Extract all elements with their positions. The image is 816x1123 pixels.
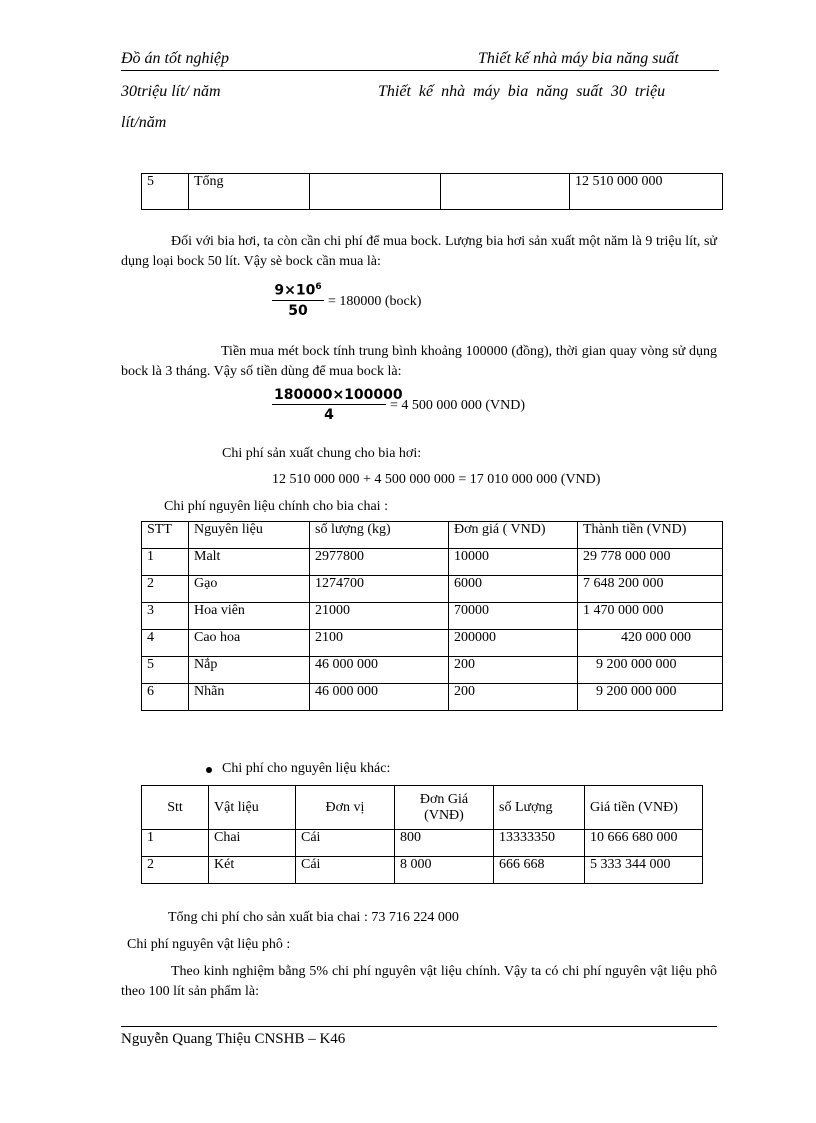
col-amount: Thành tiền (VND) (578, 522, 723, 549)
cell: 7 648 200 000 (578, 576, 723, 603)
cell: 200 (449, 684, 578, 711)
cell: 46 000 000 (310, 657, 449, 684)
formula1-num: 9×10 (274, 282, 316, 299)
table-header-row (142, 786, 703, 830)
total-c4 (441, 174, 570, 210)
formula2-den: 4 (324, 407, 334, 423)
bock-cost-fraction (272, 387, 403, 423)
col-amount: Giá tiền (VNĐ) (585, 786, 703, 830)
table-header-row (142, 522, 723, 549)
total-stt: 5 (142, 174, 189, 210)
table-row (142, 830, 703, 857)
table-row (142, 630, 723, 657)
cell: 6 (142, 684, 189, 711)
cell: Két (209, 857, 296, 884)
cell: 2100 (310, 630, 449, 657)
table-row (142, 549, 723, 576)
table-row (142, 576, 723, 603)
header-rule (121, 70, 719, 71)
formula1-exp: 6 (315, 282, 322, 292)
footer-text: Nguyễn Quang Thiệu CNSHB – K46 (121, 1031, 346, 1047)
cell: Gạo (189, 576, 310, 603)
cell: 8 000 (395, 857, 494, 884)
cell: 2 (142, 576, 189, 603)
table-row (142, 603, 723, 630)
footer-rule (121, 1026, 717, 1027)
cell: 6000 (449, 576, 578, 603)
header-line2-left: 30triệu lít/ năm (121, 83, 221, 100)
header-left: Đồ án tốt nghiệp (121, 50, 229, 67)
cell: 10000 (449, 549, 578, 576)
cell: 420 000 000 (578, 630, 723, 657)
cell: 666 668 (494, 857, 585, 884)
main-material-table (141, 521, 723, 711)
formula2-result: = 4 500 000 000 (VND) (390, 398, 526, 413)
bock-cost-paragraph: Tiền mua mét bock tính trung bình khoảng 100000 (đồng), thời gian quay vòng sử dụng bock là 3 tháng. Vậy số tiền dùng để mua bock là: (121, 344, 717, 379)
cell: 3 (142, 603, 189, 630)
other-material-table (141, 785, 703, 884)
cell: 2 (142, 857, 209, 884)
col-quantity: số Lượng (494, 786, 585, 830)
formula2-num: 180000×100000 (274, 387, 403, 403)
general-cost-sum: 12 510 000 000 + 4 500 000 000 = 17 010 000 000 (VND) (272, 472, 601, 487)
cell: 5 333 344 000 (585, 857, 703, 884)
bottle-total: Tổng chi phí cho sản xuất bia chai : 73 716 224 000 (168, 910, 459, 925)
cell: 9 200 000 000 (578, 684, 723, 711)
formula1-result: = 180000 (bock) (328, 294, 422, 309)
main-material-title: Chi phí nguyên liệu chính cho bia chai : (164, 499, 388, 514)
col-quantity: số lượng (kg) (310, 522, 449, 549)
aux-material-paragraph: Theo kinh nghiệm bằng 5% chi phí nguyên vật liệu chính. Vậy ta có chi phí nguyên vật liệu phô theo 100 lít sản phẩm là: (121, 964, 717, 999)
total-table (141, 173, 723, 210)
col-unit: Đơn vị (296, 786, 395, 830)
col-unit-price: Đơn Giá (VNĐ) (395, 786, 494, 830)
col-material: Vật liệu (209, 786, 296, 830)
header-line3: lít/năm (121, 114, 167, 131)
cell: 29 778 000 000 (578, 549, 723, 576)
formula1-den: 50 (288, 302, 308, 319)
total-c3 (310, 174, 441, 210)
cell: 9 200 000 000 (578, 657, 723, 684)
cell: 5 (142, 657, 189, 684)
cell: 70000 (449, 603, 578, 630)
cell: 2977800 (310, 549, 449, 576)
cell: 4 (142, 630, 189, 657)
general-cost-label: Chi phí sản xuất chung cho bia hơi: (222, 446, 422, 461)
table-row (142, 657, 723, 684)
cell: 200000 (449, 630, 578, 657)
cell: Nhãn (189, 684, 310, 711)
cell: Chai (209, 830, 296, 857)
cell: Nắp (189, 657, 310, 684)
header-right: Thiết kế nhà máy bia năng suất (478, 50, 679, 67)
cell: Cái (296, 830, 395, 857)
cell: 1 470 000 000 (578, 603, 723, 630)
other-material-title: Chi phí cho nguyên liệu khác: (222, 761, 391, 776)
cell: 1 (142, 830, 209, 857)
cell: 10 666 680 000 (585, 830, 703, 857)
aux-material-title: Chi phí nguyên vật liệu phô : (127, 937, 291, 952)
col-stt: STT (142, 522, 189, 549)
header-line2-right: Thiết kế nhà máy bia năng suất 30 triệu (378, 83, 666, 100)
table-row (142, 684, 723, 711)
table-row (142, 174, 723, 210)
bullet-icon (206, 767, 212, 773)
cell: 200 (449, 657, 578, 684)
col-stt: Stt (142, 786, 209, 830)
total-value: 12 510 000 000 (570, 174, 723, 210)
cell: 21000 (310, 603, 449, 630)
cell: 1274700 (310, 576, 449, 603)
cell: 13333350 (494, 830, 585, 857)
cell: 46 000 000 (310, 684, 449, 711)
col-unit-price: Đơn giá ( VND) (449, 522, 578, 549)
bock-paragraph: Đối với bia hơi, ta còn cần chi phí để mua bock. Lượng bia hơi sản xuất một năm là 9 triệu lít, sử dụng loại bock 50 lít. Vậy sè bock cần mua là: (121, 234, 717, 269)
cell: Cái (296, 857, 395, 884)
col-material: Nguyên liệu (189, 522, 310, 549)
cell: 800 (395, 830, 494, 857)
table-row (142, 857, 703, 884)
total-name: Tổng (189, 174, 310, 210)
cell: Malt (189, 549, 310, 576)
bock-count-fraction (272, 282, 324, 319)
cell: Cao hoa (189, 630, 310, 657)
cell: Hoa viên (189, 603, 310, 630)
cell: 1 (142, 549, 189, 576)
